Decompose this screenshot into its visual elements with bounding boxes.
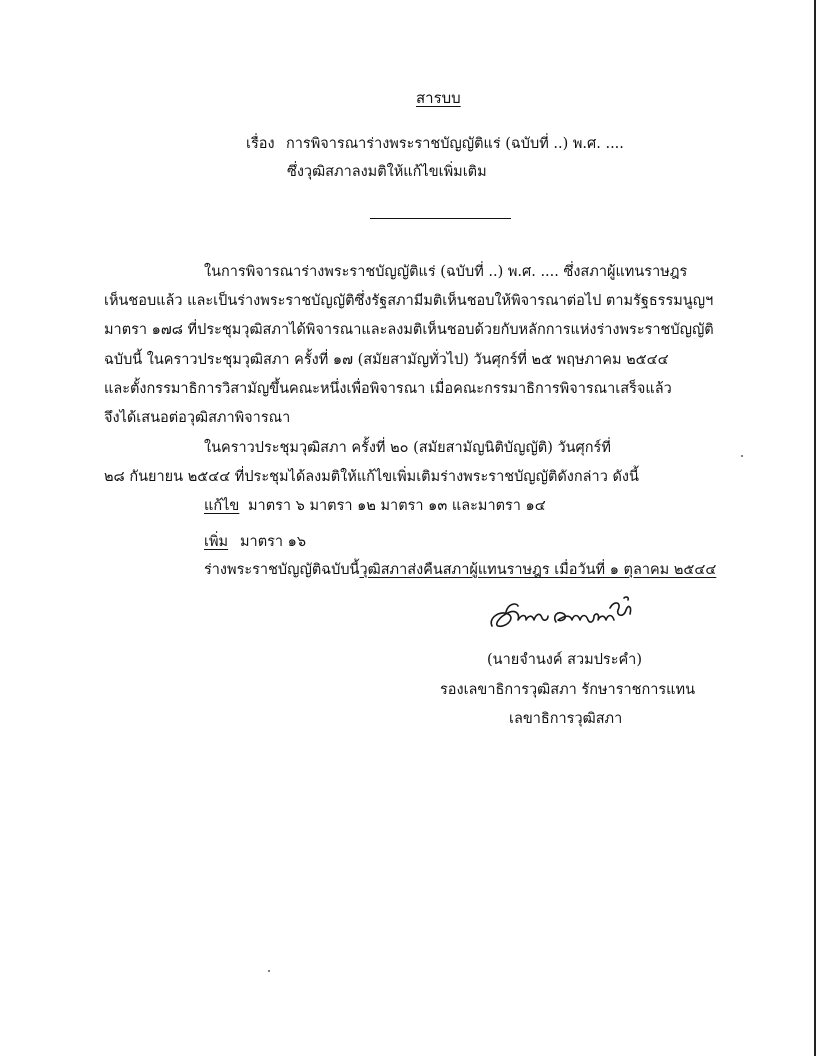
scan-speck — [268, 970, 270, 972]
para1-line-6: จึงได้เสนอต่อวุฒิสภาพิจารณา — [104, 410, 291, 426]
final-text: ร่างพระราชบัญญัติฉบับนี้ — [204, 562, 360, 578]
para1-line-5: และตั้งกรรมาธิการวิสามัญขึ้นคณะหนึ่งเพื่อพิจารณา เมื่อคณะกรรมาธิการพิจารณาเสร็จแล้ว — [104, 381, 672, 397]
final-underlined-text: วุฒิสภาส่งคืนสภาผู้แทนราษฎร เมื่อวันที่ ๑ ตุลาคม ๒๕๔๔ — [359, 562, 717, 578]
amend-label: แก้ไข — [204, 498, 240, 514]
signatory-title-1: รองเลขาธิการวุฒิสภา รักษาราชการแทน — [440, 682, 695, 698]
amend-text: มาตรา ๖ มาตรา ๑๒ มาตรา ๑๓ และมาตรา ๑๔ — [248, 498, 546, 514]
para2-line-1: ในคราวประชุมวุฒิสภา ครั้งที่ ๒๐ (สมัยสามัญนิติบัญญัติ) วันศุกร์ที่ — [204, 440, 611, 456]
scan-speck — [741, 455, 743, 457]
para1-line-4: ฉบับนี้ ในคราวประชุมวุฒิสภา ครั้งที่ ๑๗ (สมัยสามัญทั่วไป) วันศุกร์ที่ ๒๕ พฤษภาคม ๒๕๔๔ — [104, 352, 669, 368]
para2-line-2: ๒๘ กันยายน ๒๕๔๔ ที่ประชุมได้ลงมติให้แก้ไขเพิ่มเติมร่างพระราชบัญญัติดังกล่าว ดังนี้ — [104, 469, 639, 485]
subject-label: เรื่อง — [246, 136, 275, 152]
separator-rule — [370, 218, 511, 219]
signatory-name: (นายจำนงค์ สวมประคำ) — [487, 652, 642, 668]
handwritten-signature — [486, 592, 646, 638]
add-text: มาตรา ๑๖ — [240, 534, 307, 550]
add-label: เพิ่ม — [204, 534, 229, 550]
signatory-title-2: เลขาธิการวุฒิสภา — [509, 711, 623, 727]
subject-line-1: การพิจารณาร่างพระราชบัญญัติแร่ (ฉบับที่ ..) พ.ศ. .... — [286, 136, 624, 152]
para1-line-3: มาตรา ๑๗๘ ที่ประชุมวุฒิสภาได้พิจารณาและลงมติเห็นชอบด้วยกับหลักการแห่งร่างพระราชบัญญัติ — [104, 322, 714, 338]
subject-line-2: ซึ่งวุฒิสภาลงมติให้แก้ไขเพิ่มเติม — [287, 164, 487, 180]
para1-line-1: ในการพิจารณาร่างพระราชบัญญัติแร่ (ฉบับที่ ..) พ.ศ. .... ซึ่งสภาผู้แทนราษฎร — [204, 264, 688, 280]
document-title: สารบบ — [416, 89, 461, 107]
para1-line-2: เห็นชอบแล้ว และเป็นร่างพระราชบัญญัติซึ่งรัฐสภามีมติเห็นชอบให้พิจารณาต่อไป ตามรัฐธรรมนูญฯ — [104, 293, 714, 309]
